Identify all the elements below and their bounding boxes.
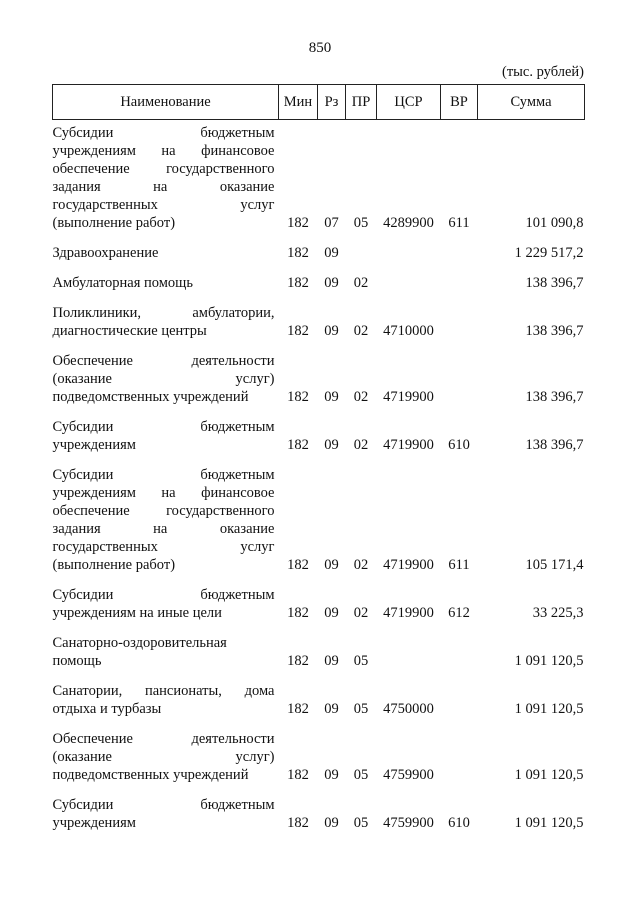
- row-spacer-cell: [53, 406, 585, 418]
- cell-pr: 05: [353, 767, 369, 783]
- cell-pr: 05: [353, 653, 369, 669]
- cell-pr: 05: [353, 701, 369, 717]
- cell-pr: 02: [353, 437, 369, 453]
- cell-vr: [441, 682, 478, 718]
- cell-rz: 09: [324, 245, 339, 261]
- cell-sum: 138 396,7: [525, 437, 584, 453]
- cell-vr: 611: [448, 215, 470, 231]
- cell-vr: [441, 244, 478, 262]
- header-name: Наименование: [53, 85, 279, 120]
- cell-rz: 09: [324, 323, 339, 339]
- row-spacer: [53, 340, 585, 352]
- cell-sum: 1 091 120,5: [514, 653, 584, 669]
- table-header-row: [53, 85, 585, 120]
- row-spacer-cell: [53, 340, 585, 352]
- cell-csr: [377, 274, 441, 292]
- table-row: [53, 418, 585, 454]
- table-row: [53, 244, 585, 262]
- cell-csr: 4719900: [383, 557, 434, 573]
- cell-pr: 05: [353, 815, 369, 831]
- cell-sum: 1 229 517,2: [514, 245, 584, 261]
- row-spacer-cell: [53, 718, 585, 730]
- cell-min: 182: [287, 215, 309, 231]
- cell-min: 182: [287, 605, 309, 621]
- cell-vr: [441, 304, 478, 340]
- cell-sum: 138 396,7: [525, 323, 584, 339]
- cell-sum: 101 090,8: [525, 215, 584, 231]
- cell-rz: 09: [324, 815, 339, 831]
- cell-rz: 09: [324, 605, 339, 621]
- page-number: 850: [308, 40, 332, 56]
- cell-csr: 4759900: [383, 815, 434, 831]
- cell-pr: 02: [353, 557, 369, 573]
- table-body: [53, 120, 585, 833]
- cell-vr: [441, 274, 478, 292]
- cell-vr: 611: [448, 557, 470, 573]
- table-row: [53, 682, 585, 718]
- table-row: [53, 352, 585, 406]
- cell-min: 182: [287, 767, 309, 783]
- row-spacer: [53, 232, 585, 244]
- row-spacer: [53, 292, 585, 304]
- cell-vr: 612: [448, 605, 470, 621]
- row-spacer-cell: [53, 784, 585, 796]
- cell-csr: 4719900: [383, 389, 434, 405]
- cell-sum: 1 091 120,5: [514, 815, 584, 831]
- cell-name: Поликлиники, амбулатории, диагностические центры: [52, 305, 275, 339]
- table-row: [53, 120, 585, 233]
- cell-rz: 09: [324, 389, 339, 405]
- cell-pr: 02: [353, 323, 369, 339]
- cell-csr: 4750000: [383, 701, 434, 717]
- cell-name: Обеспечение деятельности (оказание услуг) подведомственных учреждений: [52, 731, 275, 783]
- row-spacer-cell: [53, 670, 585, 682]
- cell-name: Субсидии бюджетным учреждениям: [52, 797, 275, 831]
- cell-vr: [441, 634, 478, 670]
- table-row: [53, 466, 585, 574]
- cell-sum: 105 171,4: [525, 557, 584, 573]
- cell-rz: 09: [324, 557, 339, 573]
- cell-name: Субсидии бюджетным учреждениям на финансовое обеспечение государственного задания на оказание государственных услуг (выполнение работ): [52, 125, 275, 231]
- cell-name: Субсидии бюджетным учреждениям на иные цели: [52, 587, 275, 621]
- row-spacer: [53, 454, 585, 466]
- cell-rz: 09: [324, 437, 339, 453]
- cell-rz: 07: [324, 215, 339, 231]
- row-spacer-cell: [53, 574, 585, 586]
- row-spacer: [53, 784, 585, 796]
- row-spacer: [53, 718, 585, 730]
- row-spacer-cell: [53, 262, 585, 274]
- table-row: [53, 796, 585, 832]
- cell-min: 182: [287, 323, 309, 339]
- header-csr: ЦСР: [377, 85, 441, 120]
- table-row: [53, 304, 585, 340]
- cell-csr: 4759900: [383, 767, 434, 783]
- cell-min: 182: [287, 389, 309, 405]
- cell-min: 182: [287, 245, 309, 261]
- cell-csr: 4710000: [383, 323, 434, 339]
- cell-min: 182: [287, 815, 309, 831]
- cell-sum: 138 396,7: [525, 389, 584, 405]
- header-min: Мин: [279, 85, 318, 120]
- cell-vr: [441, 352, 478, 406]
- header-vr: ВР: [441, 85, 478, 120]
- cell-pr: 02: [353, 275, 369, 291]
- units-label: (тыс. рублей): [502, 64, 584, 80]
- cell-rz: 09: [324, 275, 339, 291]
- cell-name: Санаторно-оздоровительная помощь: [52, 635, 227, 669]
- header-pr: ПР: [346, 85, 377, 120]
- table-row: [53, 730, 585, 784]
- cell-pr: [346, 244, 377, 262]
- row-spacer-cell: [53, 622, 585, 634]
- cell-min: 182: [287, 701, 309, 717]
- cell-rz: 09: [324, 701, 339, 717]
- row-spacer-cell: [53, 292, 585, 304]
- row-spacer: [53, 670, 585, 682]
- row-spacer: [53, 574, 585, 586]
- cell-pr: 02: [353, 605, 369, 621]
- cell-name: Здравоохранение: [52, 245, 159, 261]
- cell-csr: 4719900: [383, 605, 434, 621]
- header-rz: Рз: [318, 85, 346, 120]
- header-sum: Сумма: [478, 85, 585, 120]
- cell-vr: [441, 730, 478, 784]
- table-row: [53, 586, 585, 622]
- cell-rz: 09: [324, 653, 339, 669]
- row-spacer-cell: [53, 454, 585, 466]
- cell-min: 182: [287, 437, 309, 453]
- cell-csr: 4289900: [383, 215, 434, 231]
- cell-min: 182: [287, 557, 309, 573]
- row-spacer: [53, 406, 585, 418]
- table-row: [53, 634, 585, 670]
- table-row: [53, 274, 585, 292]
- cell-pr: 05: [353, 215, 369, 231]
- cell-name: Субсидии бюджетным учреждениям на финансовое обеспечение государственного задания на оказание государственных услуг (выполнение работ): [52, 467, 275, 573]
- cell-min: 182: [287, 275, 309, 291]
- cell-csr: [377, 634, 441, 670]
- row-spacer-cell: [53, 232, 585, 244]
- row-spacer: [53, 622, 585, 634]
- cell-sum: 33 225,3: [532, 605, 584, 621]
- cell-vr: 610: [448, 815, 470, 831]
- cell-name: Обеспечение деятельности (оказание услуг) подведомственных учреждений: [52, 353, 275, 405]
- cell-name: Субсидии бюджетным учреждениям: [52, 419, 275, 453]
- cell-name: Санатории, пансионаты, дома отдыха и турбазы: [52, 683, 275, 717]
- cell-pr: 02: [353, 389, 369, 405]
- cell-min: 182: [287, 653, 309, 669]
- cell-name: Амбулаторная помощь: [52, 275, 193, 291]
- cell-sum: 1 091 120,5: [514, 767, 584, 783]
- cell-csr: [377, 244, 441, 262]
- cell-sum: 1 091 120,5: [514, 701, 584, 717]
- cell-sum: 138 396,7: [525, 275, 584, 291]
- cell-vr: 610: [448, 437, 470, 453]
- cell-csr: 4719900: [383, 437, 434, 453]
- row-spacer: [53, 262, 585, 274]
- budget-table: [52, 84, 585, 832]
- cell-rz: 09: [324, 767, 339, 783]
